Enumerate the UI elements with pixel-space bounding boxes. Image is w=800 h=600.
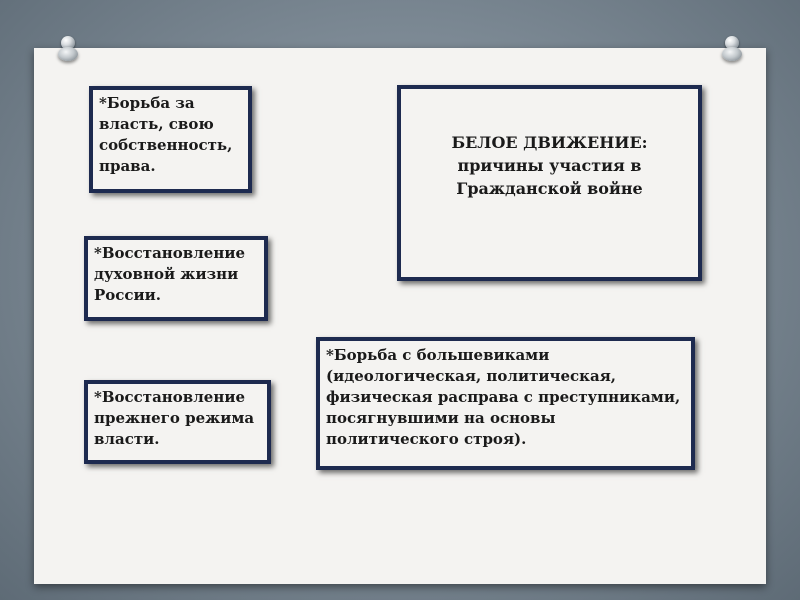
slide-title: БЕЛОЕ ДВИЖЕНИЕ: причины участия в Гражданской войне (451, 133, 648, 198)
reason-box-regime (84, 380, 271, 464)
reason-box-power (89, 86, 252, 193)
reason-text-bolsheviks: *Борьба с большевиками (идеологическая, политическая, физическая расправа с преступниками, посягнувшими на основы политического строя). (326, 346, 681, 448)
reason-text-spiritual: *Восстановление духовной жизни России. (94, 244, 245, 304)
pushpin-icon (722, 36, 742, 62)
reason-box-bolsheviks (316, 337, 695, 470)
reason-text-power: *Борьба за власть, свою собственность, права. (99, 94, 233, 175)
reason-text-regime: *Восстановление прежнего режима власти. (94, 388, 255, 448)
reason-box-spiritual (84, 236, 268, 321)
pushpin-icon (58, 36, 78, 62)
title-box (397, 85, 702, 281)
